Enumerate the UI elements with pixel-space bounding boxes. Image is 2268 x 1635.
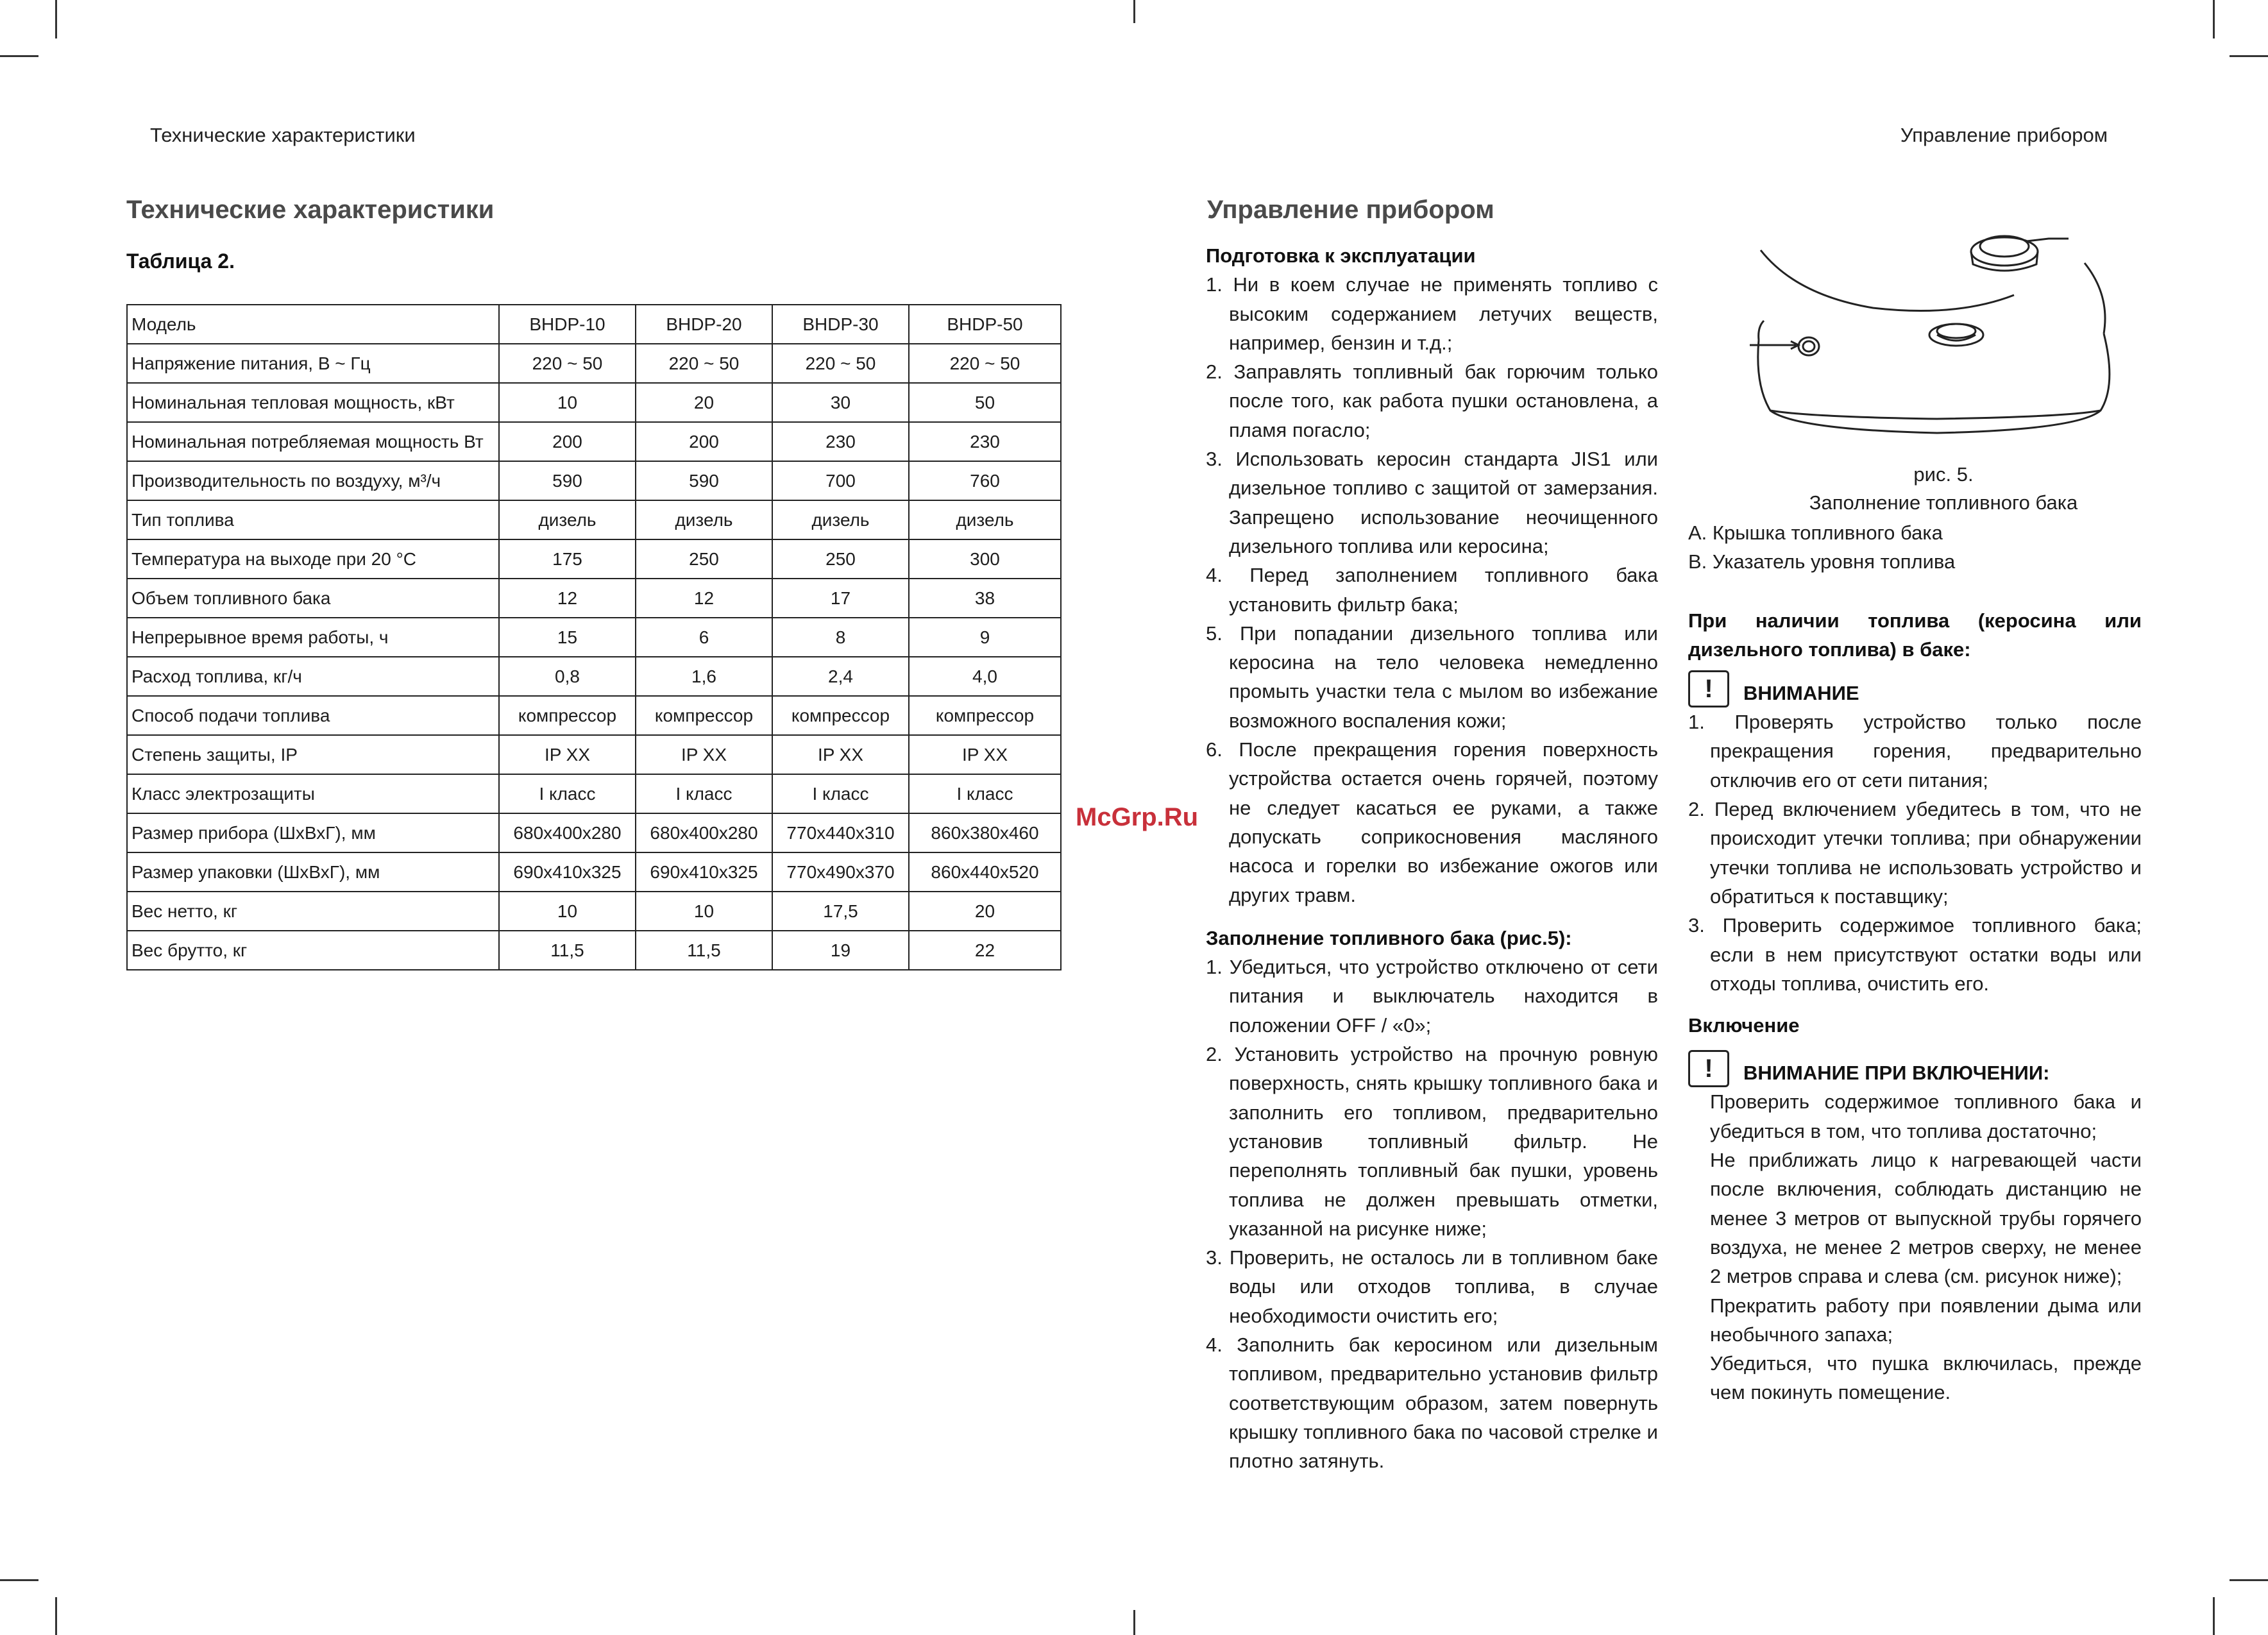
table-value-cell: 300 <box>909 539 1061 579</box>
prep-item: 2. Заправлять топливный бак горючим только после того, как работа пушки остановлена, а пламя погасло; <box>1206 360 1658 441</box>
table-row <box>127 696 1061 735</box>
table-value-cell: 230 <box>909 422 1061 461</box>
table-value-cell: 38 <box>909 579 1061 618</box>
crop-mark <box>0 55 38 57</box>
table-param-cell: Класс электрозащиты <box>127 774 499 813</box>
table-value-cell: I класс <box>636 774 772 813</box>
warning-paragraph: Проверить содержимое топливного бака и убедиться в том, что топлива достаточно; <box>1710 1090 2142 1142</box>
table-value-cell: 220 ~ 50 <box>909 344 1061 383</box>
table-label: Таблица 2. <box>126 250 235 273</box>
crop-mark <box>0 1579 38 1581</box>
warning-title: ВНИМАНИЕ ПРИ ВКЛЮЧЕНИИ: <box>1743 1062 2050 1085</box>
table-value-cell: 590 <box>636 461 772 500</box>
table-value-cell: IP XX <box>499 735 636 774</box>
table-value-cell: BHDP-10 <box>499 305 636 344</box>
table-row <box>127 774 1061 813</box>
table-param-cell: Номинальная потребляемая мощность Вт <box>127 422 499 461</box>
figure-caption-number: рис. 5. <box>1913 463 1974 486</box>
right-running-title: Управление прибором <box>1900 124 2108 146</box>
table-value-cell: 20 <box>909 892 1061 931</box>
fuel-tank-drawing <box>1750 236 2110 433</box>
warning-icon: ! <box>1688 1050 1729 1087</box>
table-row <box>127 852 1061 892</box>
table-value-cell: 250 <box>636 539 772 579</box>
table-row <box>127 539 1061 579</box>
table-value-cell: I класс <box>772 774 909 813</box>
fill-item: 3. Проверить, не осталось ли в топливном баке воды или отходов топлива, в случае необходимости очистить его; <box>1206 1246 1658 1327</box>
table-row <box>127 931 1061 970</box>
warning-title: ВНИМАНИЕ <box>1743 681 1859 704</box>
table-param-cell: Размер прибора (ШхВхГ), мм <box>127 813 499 852</box>
table-value-cell: 15 <box>499 618 636 657</box>
table-param-cell: Степень защиты, IP <box>127 735 499 774</box>
table-row <box>127 422 1061 461</box>
table-param-cell: Объем топливного бака <box>127 579 499 618</box>
table-value-cell: 250 <box>772 539 909 579</box>
table-value-cell: IP XX <box>636 735 772 774</box>
table-value-cell: компрессор <box>499 696 636 735</box>
table-param-cell: Производительность по воздуху, м³/ч <box>127 461 499 500</box>
table-value-cell: 860x440x520 <box>909 852 1061 892</box>
table-value-cell: 50 <box>909 383 1061 422</box>
warning-icon: ! <box>1688 670 1729 707</box>
crop-mark <box>2230 1579 2268 1581</box>
right-column-1 <box>1206 241 1658 1475</box>
table-param-cell: Расход топлива, кг/ч <box>127 657 499 696</box>
table-value-cell: 760 <box>909 461 1061 500</box>
table-param-cell: Способ подачи топлива <box>127 696 499 735</box>
fill-item: 4. Заполнить бак керосином или дизельным топливом, предварительно установив фильтр соответствующим образом, затем повернуть крышку топливного бака по часовой стрелке и плотно затянуть. <box>1206 1333 1658 1473</box>
fuel-present-heading: При наличии топлива (керосина или дизельного топлива) в баке: <box>1688 609 2142 661</box>
crop-mark <box>2230 55 2268 57</box>
figure-legend-item: A. Крышка топливного бака <box>1688 521 1943 544</box>
table-value-cell: 2,4 <box>772 657 909 696</box>
table-row <box>127 618 1061 657</box>
warning-paragraph: Убедиться, что пушка включилась, прежде чем покинуть помещение. <box>1710 1352 2142 1404</box>
warning-item: 1. Проверять устройство только после прекращения горения, предварительно отключив его от сети питания; <box>1688 711 2142 792</box>
warning-item: 3. Проверить содержимое топливного бака; если в нем присутствуют остатки воды или отходы топлива, очистить его. <box>1688 914 2142 995</box>
table-value-cell: 22 <box>909 931 1061 970</box>
table-value-cell: 11,5 <box>636 931 772 970</box>
table-value-cell: 12 <box>636 579 772 618</box>
left-page-title: Технические характеристики <box>126 196 495 224</box>
fill-item: 1. Убедиться, что устройство отключено от сети питания и выключатель находится в положении OFF / «0»; <box>1206 956 1658 1037</box>
table-value-cell: 20 <box>636 383 772 422</box>
table-row <box>127 344 1061 383</box>
table-value-cell: 220 ~ 50 <box>772 344 909 383</box>
table-value-cell: 17 <box>772 579 909 618</box>
table-param-cell: Тип топлива <box>127 500 499 539</box>
right-column-2 <box>1688 518 2142 1407</box>
table-param-cell: Непрерывное время работы, ч <box>127 618 499 657</box>
table-value-cell: 9 <box>909 618 1061 657</box>
table-value-cell: 19 <box>772 931 909 970</box>
table-value-cell: дизель <box>909 500 1061 539</box>
table-value-cell: BHDP-50 <box>909 305 1061 344</box>
watermark: McGrp.Ru <box>1076 803 1199 831</box>
table-value-cell: 690x410x325 <box>636 852 772 892</box>
table-value-cell: I класс <box>499 774 636 813</box>
table-row <box>127 657 1061 696</box>
table-value-cell: 770x440x310 <box>772 813 909 852</box>
table-value-cell: компрессор <box>636 696 772 735</box>
crop-mark <box>1133 0 1135 23</box>
crop-mark <box>2213 1597 2215 1635</box>
table-value-cell: 175 <box>499 539 636 579</box>
table-value-cell: BHDP-20 <box>636 305 772 344</box>
warning-title-row <box>1688 670 2142 707</box>
table-param-cell: Напряжение питания, В ~ Гц <box>127 344 499 383</box>
prep-item: 6. После прекращения горения поверхность устройства остается очень горячей, поэтому не следует касаться ее руками, а также допускать соприкосновения масляного насоса и горелки во избежание ожогов или других травм. <box>1206 738 1658 906</box>
table-value-cell: 700 <box>772 461 909 500</box>
table-value-cell: 690x410x325 <box>499 852 636 892</box>
table-value-cell: компрессор <box>772 696 909 735</box>
table-value-cell: 200 <box>636 422 772 461</box>
table-value-cell: 1,6 <box>636 657 772 696</box>
table-value-cell: 230 <box>772 422 909 461</box>
table-param-cell: Размер упаковки (ШхВхГ), мм <box>127 852 499 892</box>
table-value-cell: 10 <box>499 383 636 422</box>
table-value-cell: 680x400x280 <box>499 813 636 852</box>
crop-mark <box>1133 1610 1135 1635</box>
table-row <box>127 892 1061 931</box>
prep-item: 3. Использовать керосин стандарта JIS1 или дизельное топливо с защитой от замерзания. Запрещено использование неочищенного дизельного топлива или керосина; <box>1206 448 1658 557</box>
crop-mark <box>2213 0 2215 38</box>
table-value-cell: 10 <box>499 892 636 931</box>
table-row <box>127 461 1061 500</box>
table-value-cell: 4,0 <box>909 657 1061 696</box>
table-param-cell: Температура на выходе при 20 °С <box>127 539 499 579</box>
right-page-title: Управление прибором <box>1207 196 1494 224</box>
table-value-cell: 590 <box>499 461 636 500</box>
table-row <box>127 579 1061 618</box>
table-param-cell: Номинальная тепловая мощность, кВт <box>127 383 499 422</box>
table-header-row <box>127 305 1061 344</box>
crop-mark <box>55 1597 57 1635</box>
warning-paragraph: Прекратить работу при появлении дыма или необычного запаха; <box>1710 1294 2142 1346</box>
table-value-cell: 860x380x460 <box>909 813 1061 852</box>
warning-paragraph: Не приближать лицо к нагревающей части после включения, соблюдать дистанцию не менее 3 метров от выпускной трубы горячего воздуха, не менее 2 метров сверху, не менее 2 метров справа и слева (см. рисунок ниже); <box>1710 1149 2142 1288</box>
table-value-cell: дизель <box>772 500 909 539</box>
warning-title-row <box>1688 1050 2142 1087</box>
table-value-cell: 220 ~ 50 <box>636 344 772 383</box>
table-value-cell: IP XX <box>772 735 909 774</box>
table-value-cell: 12 <box>499 579 636 618</box>
prep-item: 1. Ни в коем случае не применять топливо с высоким содержанием летучих веществ, например, бензин и т.д.; <box>1206 273 1658 354</box>
table-value-cell: 6 <box>636 618 772 657</box>
table-value-cell: 220 ~ 50 <box>499 344 636 383</box>
table-value-cell: дизель <box>636 500 772 539</box>
table-param-cell: Модель <box>127 305 499 344</box>
table-value-cell: 17,5 <box>772 892 909 931</box>
table-value-cell: BHDP-30 <box>772 305 909 344</box>
table-row <box>127 813 1061 852</box>
table-value-cell: I класс <box>909 774 1061 813</box>
table-row <box>127 383 1061 422</box>
warning-item: 2. Перед включением убедитесь в том, что не происходит утечки топлива; при обнаружении утечки топлива не использовать устройство и обратиться к поставщику; <box>1688 798 2142 908</box>
prep-heading: Подготовка к эксплуатации <box>1206 244 1476 267</box>
figure-legend-item: B. Указатель уровня топлива <box>1688 550 1956 573</box>
table-value-cell: 8 <box>772 618 909 657</box>
fill-heading: Заполнение топливного бака (рис.5): <box>1206 926 1572 949</box>
power-on-heading: Включение <box>1688 1014 1800 1037</box>
table-value-cell: 10 <box>636 892 772 931</box>
prep-item: 5. При попадании дизельного топлива или керосина на тело человека немедленно промыть участки тела с мылом во избежание возможного воспаления кожи; <box>1206 622 1658 732</box>
table-row <box>127 500 1061 539</box>
fill-item: 2. Установить устройство на прочную ровную поверхность, снять крышку топливного бака и заполнить его топливом, предварительно установив топливный фильтр. Не переполнять топливный бак пушки, уровень топлива не должен превышать отметки, указанной на рисунке ниже; <box>1206 1043 1658 1240</box>
prep-item: 4. Перед заполнением топливного бака установить фильтр бака; <box>1206 564 1658 616</box>
table-value-cell: компрессор <box>909 696 1061 735</box>
left-running-title: Технические характеристики <box>150 124 416 146</box>
spec-table <box>126 304 1062 970</box>
fuel-tank-figure <box>1745 224 2129 443</box>
table-value-cell: 680x400x280 <box>636 813 772 852</box>
table-value-cell: 770x490x370 <box>772 852 909 892</box>
table-value-cell: 30 <box>772 383 909 422</box>
crop-mark <box>55 0 57 38</box>
table-row <box>127 735 1061 774</box>
table-value-cell: дизель <box>499 500 636 539</box>
table-value-cell: 0,8 <box>499 657 636 696</box>
table-value-cell: 11,5 <box>499 931 636 970</box>
figure-caption-title: Заполнение топливного бака <box>1809 491 2078 514</box>
table-value-cell: 200 <box>499 422 636 461</box>
figure-caption <box>1738 461 2149 517</box>
table-param-cell: Вес нетто, кг <box>127 892 499 931</box>
table-param-cell: Вес брутто, кг <box>127 931 499 970</box>
table-value-cell: IP XX <box>909 735 1061 774</box>
